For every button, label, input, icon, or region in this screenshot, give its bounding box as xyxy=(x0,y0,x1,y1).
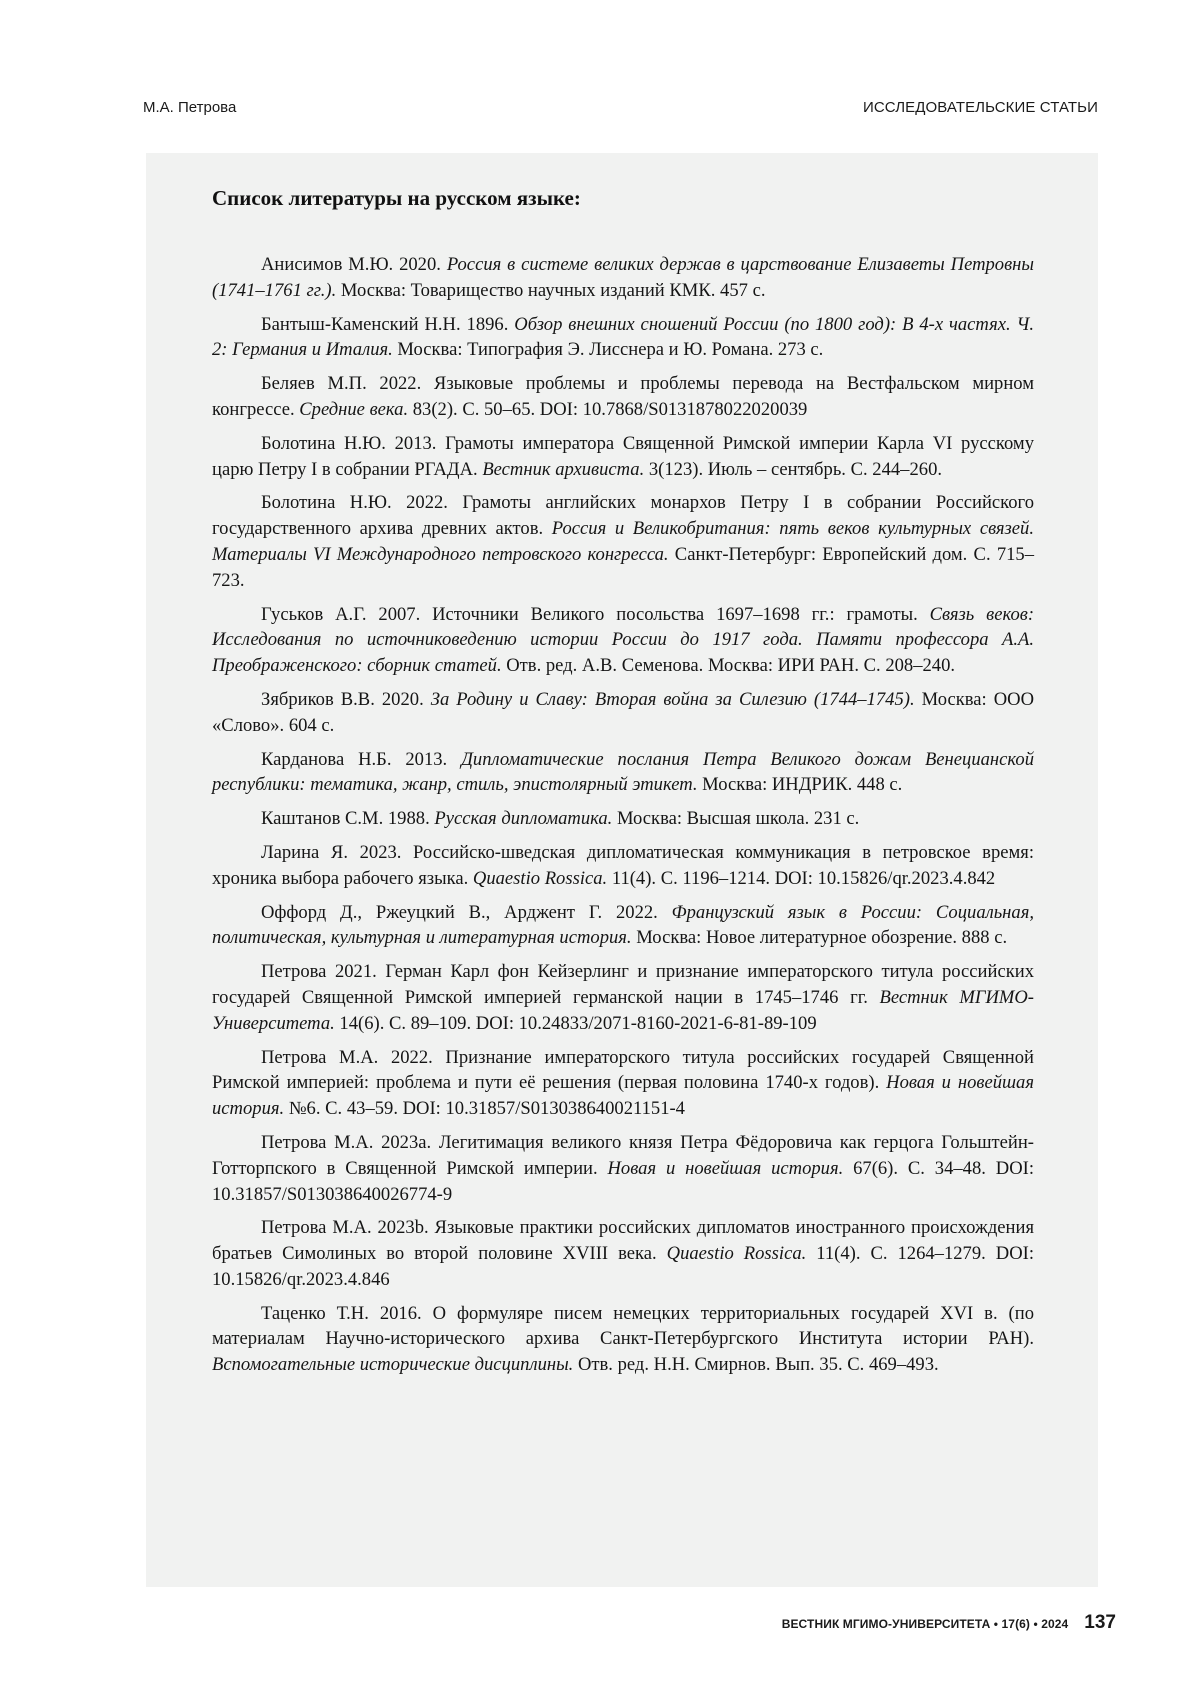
page-footer xyxy=(782,1612,1116,1634)
reference-item: Оффорд Д., Ржеуцкий В., Арджент Г. 2022. Французский язык в России: Социальная, политическая, культурная и литературная история. Москва: Новое литературное обозрение. 888 с. xyxy=(212,901,1034,949)
reference-item: Гуськов А.Г. 2007. Источники Великого посольства 1697–1698 гг.: грамоты. Связь веков: Исследования по источниковедению истории России до 1917 года. Памяти профессора А.А. Преображенского: сборник статей. Отв. ред. А.В. Семенова. Москва: ИРИ РАН. С. 208–240. xyxy=(212,603,1035,677)
footer-journal-title: ВЕСТНИК МГИМО-УНИВЕРСИТЕТА • 17(6) • 2024 xyxy=(781,1617,1069,1631)
reference-item: Петрова М.А. 2023b. Языковые практики российских дипломатов иностранного происхождения братьев Симолиных во второй половине XVIII века. Quaestio Rossica. 11(4). С. 1264–1279. DOI: 10.15826/qr.2023.4.846 xyxy=(212,1217,1034,1290)
reference-item: Анисимов М.Ю. 2020. Россия в системе великих держав в царствование Елизаветы Петровны (1741–1761 гг.). Москва: Товарищество научных изданий КМК. 457 с. xyxy=(212,254,1034,301)
reference-item: Зябриков В.В. 2020. За Родину и Славу: Вторая война за Силезию (1744–1745). Москва: ООО «Слово». 604 с. xyxy=(212,688,1035,736)
reference-item: Ларина Я. 2023. Российско-шведская дипломатическая коммуникация в петровское время: хроника выбора рабочего языка. Quaestio Rossica. 11(4). С. 1196–1214. DOI: 10.15826/qr.2023.4.842 xyxy=(212,841,1034,889)
reference-item: Петрова М.А. 2022. Признание императорского титула российских государей Священной Римской империей: проблема и пути её решения (первая половина 1740-х годов). Новая и новейшая история. №6. С. 43–59. DOI: 10.31857/S013038640021151-4 xyxy=(212,1046,1035,1120)
reference-item: Каштанов С.М. 1988. Русская дипломатика. Москва: Высшая школа. 231 с. xyxy=(261,808,860,830)
running-header-author: М.А. Петрова xyxy=(143,99,237,116)
running-header-section: ИССЛЕДОВАТЕЛЬСКИЕ СТАТЬИ xyxy=(862,99,1098,116)
reference-item: Петрова М.А. 2023a. Легитимация великого князя Петра Фёдоровича как герцога Гольштейн-Готторпского в Священной Римской империи. Новая и новейшая история. 67(6). С. 34–48. DOI: 10.31857/S013038640026774-9 xyxy=(212,1131,1034,1205)
page-number: 137 xyxy=(1084,1612,1116,1633)
references-list xyxy=(212,252,1034,1386)
reference-item: Карданова Н.Б. 2013. Дипломатические послания Петра Великого дожам Венецианской республики: тематика, жанр, стиль, эпистолярный этикет. Москва: ИНДРИК. 448 с. xyxy=(212,748,1034,796)
reference-item: Болотина Н.Ю. 2013. Грамоты императора Священной Римской империи Карла VI русскому царю Петру I в собрании РГАДА. Вестник архивиста. 3(123). Июль – сентябрь. С. 244–260. xyxy=(212,432,1034,480)
references-title: Список литературы на русском языке: xyxy=(212,186,581,210)
reference-item: Беляев М.П. 2022. Языковые проблемы и проблемы перевода на Вестфальском мирном конгрессе. Средние века. 83(2). С. 50–65. DOI: 10.7868/S0131878022020039 xyxy=(212,373,1034,420)
reference-item: Бантыш-Каменский Н.Н. 1896. Обзор внешних сношений России (по 1800 год): В 4-х частях. Ч. 2: Германия и Италия. Москва: Типография Э. Лисснера и Ю. Романа. 273 с. xyxy=(212,313,1034,361)
reference-item: Болотина Н.Ю. 2022. Грамоты английских монархов Петру I в собрании Российского государственного архива древних актов. Россия и Великобритания: пять веков культурных связей. Материалы VI Международного петровского конгресса. Санкт-Петербург: Европейский дом. С. 715–723. xyxy=(212,492,1035,591)
reference-item: Таценко Т.Н. 2016. О формуляре писем немецких территориальных государей XVI в. (по материалам Научно-исторического архива Санкт-Петербургского Института истории РАН). Вспомогательные исторические дисциплины. Отв. ред. Н.Н. Смирнов. Вып. 35. С. 469–493. xyxy=(212,1302,1034,1376)
reference-item: Петрова 2021. Герман Карл фон Кейзерлинг и признание императорского титула российских государей Священной Римской империей германской нации в 1745–1746 гг. Вестник МГИМО-Университета. 14(6). С. 89–109. DOI: 10.24833/2071-8160-2021-6-81-89-109 xyxy=(212,961,1034,1034)
